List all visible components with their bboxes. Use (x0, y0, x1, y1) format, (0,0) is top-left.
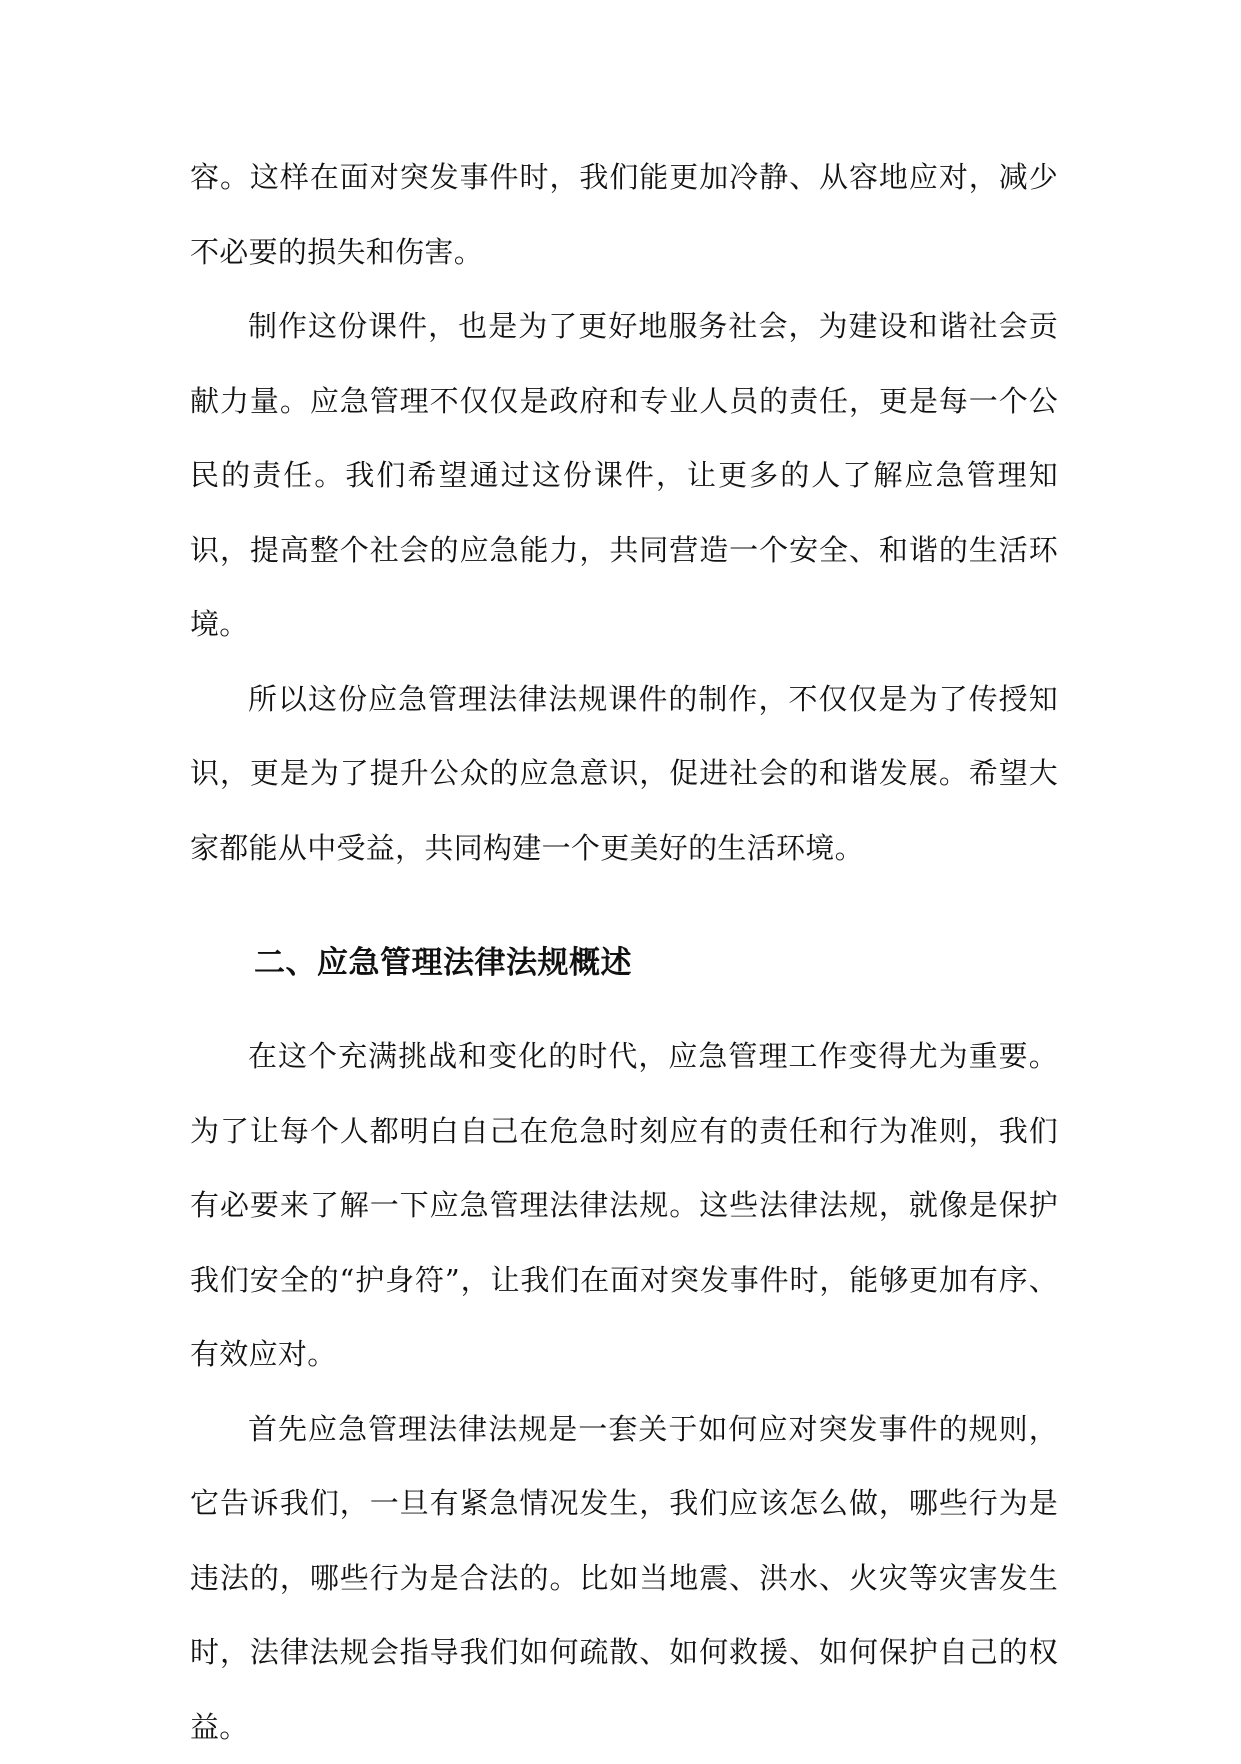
paragraph: 所以这份应急管理法律法规课件的制作，不仅仅是为了传授知识，更是为了提升公众的应急意识，促进社会的和谐发展。希望大家都能从中受益，共同构建一个更美好的生活环境。 (190, 662, 1058, 886)
document-body (190, 140, 1058, 1764)
paragraph: 在这个充满挑战和变化的时代，应急管理工作变得尤为重要。为了让每个人都明白自己在危急时刻应有的责任和行为准则，我们有必要来了解一下应急管理法律法规。这些法律法规，就像是保护我们安全的“护身符”，让我们在面对突发事件时，能够更加有序、有效应对。 (190, 1019, 1058, 1392)
section-heading: 二、应急管理法律法规概述 (190, 926, 1058, 1000)
paragraph: 制作这份课件，也是为了更好地服务社会，为建设和谐社会贡献力量。应急管理不仅仅是政府和专业人员的责任，更是每一个公民的责任。我们希望通过这份课件，让更多的人了解应急管理知识，提高整个社会的应急能力，共同营造一个安全、和谐的生活环境。 (190, 289, 1058, 662)
paragraph: 首先应急管理法律法规是一套关于如何应对突发事件的规则，它告诉我们，一旦有紧急情况发生，我们应该怎么做，哪些行为是违法的，哪些行为是合法的。比如当地震、洪水、火灾等灾害发生时，法律法规会指导我们如何疏散、如何救援、如何保护自己的权益。 (190, 1392, 1058, 1764)
paragraph-continuation: 容。这样在面对突发事件时，我们能更加冷静、从容地应对，减少不必要的损失和伤害。 (190, 140, 1058, 289)
